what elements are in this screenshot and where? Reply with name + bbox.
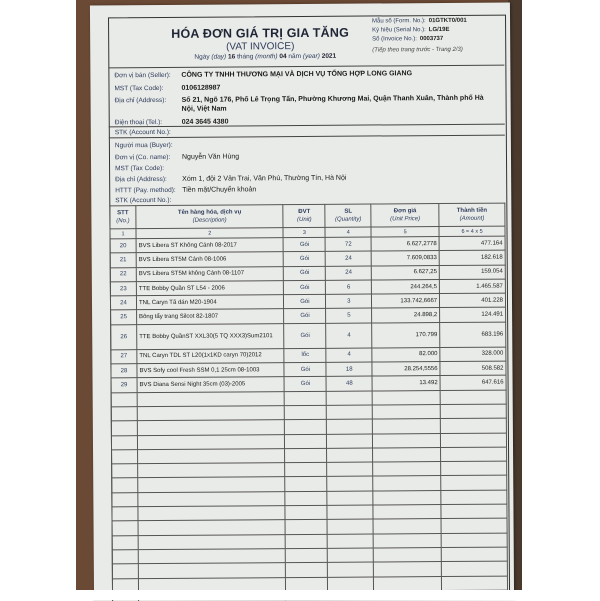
table-row: 25 Bông tẩy trang Silcot 82-1807 Gói 5 24.898,2 124.491 [111,308,506,325]
continued-note: (Tiếp theo trang trước - Trang 2/3) [372,46,463,54]
header-unit: ĐVT (Unit) [283,204,325,227]
seller-phone-label: Điện thoại (Tel.): [114,118,163,127]
invoice-title: HÓA ĐƠN GIÁ TRỊ GIA TĂNG [171,25,350,41]
table-row: 28 BVS Sofy cool Fresh SSM 0,1 25cm 08-1003 Gói 18 28.254,5556 508.582 [111,361,506,378]
form-number: 01GTKT0/001 [428,17,467,25]
seller-tax-label: MST (Tax Code): [114,84,164,93]
buyer-account-label: STK (Account No.): [115,196,172,205]
buyer-label: Người mua (Buyer): [114,141,173,150]
bottom-margin [0,590,600,600]
seller-tax-code: 0106128987 [181,84,221,92]
table-row: 22 BVS Libera ST5M không Cánh 08-1107 Gói 24 6.627,25 159.054 [110,265,505,282]
seller-label: Đơn vị bán (Seller): [114,71,171,80]
index-row: 1 2 3 4 5 6 = 4 x 5 [110,226,505,239]
table-row: 23 TTE Bobby Quần ST L54 - 2006 Gói 6 244.264,5 1.465.587 [110,279,505,296]
date-month: 04 [279,53,287,61]
date-year: 2021 [321,52,337,60]
buyer-name: Nguyễn Văn Hùng [181,153,240,161]
serial-number: LG/19E [428,26,450,34]
header-stt: STT (No.) [110,206,136,229]
table-row: 20 BVS Libera ST Không Cánh 08-2017 Gói 72 6.627,2778 477.164 [110,236,505,253]
payment-method-label: HTTT (Pay. method): [115,186,176,195]
buyer-address-label: Địa chỉ (Address): [115,175,167,184]
date-day: 16 [227,53,236,61]
invoice-date: Ngày (day) 16 tháng (month) 04 năm (year) 2021 [194,52,337,61]
seller-address-line1: Số 21, Ngõ 176, Phố Lê Trọng Tấn, Phường Khương Mai, Quận Thanh Xuân, Thành phố Hà [181,94,484,104]
seller-address-label: Địa chỉ (Address): [114,96,167,105]
table-header-row [110,203,505,229]
invoice-subtitle: (VAT INVOICE) [226,41,295,53]
payment-method: Tiền mặt/Chuyển khoản [182,186,257,194]
invoice-page [90,3,514,601]
header-description: Tên hàng hóa, dịch vụ (Description) [136,205,284,229]
seller-address-line2: Nội, Việt Nam [181,105,227,113]
header-amount: Thành tiền (Amount) [439,203,505,226]
seller-phone: 024 3645 4380 [181,118,229,126]
table-row: 29 BVS Diana Sensi Night 35cm (03)-2005 Gói 48 13.492 647.616 [111,375,506,392]
buyer-address: Xóm 1, đội 2 Vân Trai, Văn Phú, Thường Tín, Hà Nội [182,174,347,183]
table-row: 21 BVS Libera ST5M Cánh 08-1006 Gói 24 7.609,0833 182.618 [110,250,505,267]
header-quantity: SL (Quantity) [325,204,371,227]
table-row: 24 TNL Caryn Tã dán M20-1904 Gói 3 133.742,6667 401.228 [110,293,505,310]
buyer-unit-label: Đơn vị (Co. name): [114,153,171,162]
table-row: 27 TNL Caryn TDL ST L20(1x1KD caryn 70)2012 lốc 4 82.000 328.000 [111,347,506,364]
seller-account-label: STK (Account No.): [114,128,171,137]
header-unit-price: Đơn giá (Unit Price) [371,204,439,227]
invoice-meta: Mẫu số (Form. No.): 01GTKT0/001 Ký hiệu (Serial No.): LG/19E Số (Invoice No.): 0003737 (Tiếp theo trang trước - Trang 2/3) [372,17,467,54]
invoice-number: 0003737 [419,36,444,43]
table-row: 26 TTE Bobby QuầnST XXL30(5 TQ XXX3)Sum2101 Gói 4 170.799 683.196 [111,322,506,350]
seller-name: CÔNG TY TNHH THƯƠNG MẠI VÀ DỊCH VỤ TỔNG HỢP LONG GIANG [181,70,413,79]
items-table [109,203,508,601]
buyer-tax-label: MST (Tax Code): [115,164,165,173]
